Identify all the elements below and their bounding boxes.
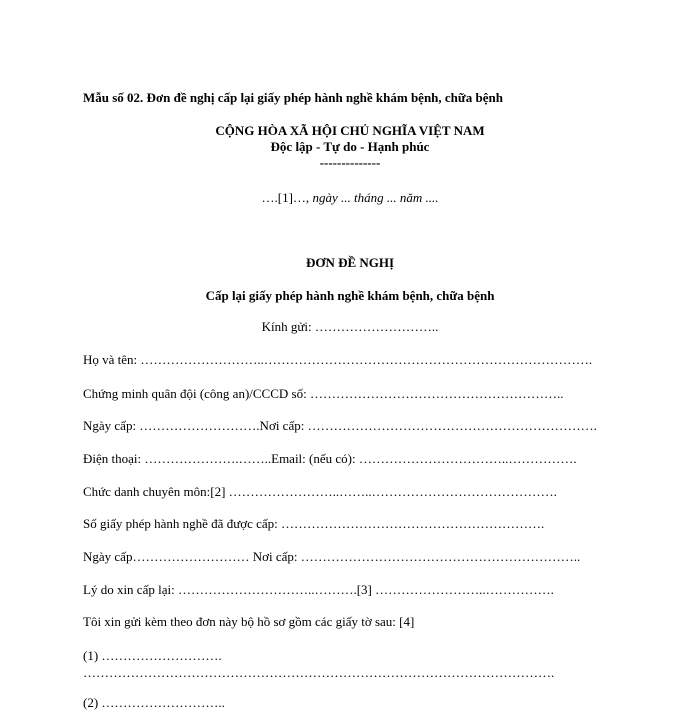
reason-field: Lý do xin cấp lại: …………………………..……….[3] ……………………..…………….	[83, 582, 554, 597]
header-separator: --------------	[319, 155, 381, 170]
attachment-item-1-continued: ……………………………………………………………………………………………….	[83, 665, 555, 680]
license-number-field: Số giấy phép hành nghề đã được cấp: …………………………………………………….	[83, 516, 545, 531]
contact-field: Điện thoại: ………………….……..Email: (nếu có): ……………………………..…………….	[83, 451, 577, 466]
nation-name: CỘNG HÒA XÃ HỘI CHỦ NGHĨA VIỆT NAM	[215, 123, 485, 138]
attachment-item-2: (2) ………………………..	[83, 695, 225, 710]
date-place: ….[1]…,	[261, 190, 313, 205]
full-name-field: Họ và tên: ………………………..………………………………………………………………….	[83, 352, 593, 367]
form-number-title: Mẫu số 02. Đơn đề nghị cấp lại giấy phép hành nghề khám bệnh, chữa bệnh	[83, 90, 503, 105]
professional-title-field: Chức danh chuyên môn:[2] ……………………..……..…………………………………….	[83, 484, 557, 499]
date-line	[0, 190, 700, 206]
national-motto: Độc lập - Tự do - Hạnh phúc	[270, 139, 430, 154]
date-value: ngày ... tháng ... năm ....	[312, 190, 439, 205]
id-number-field: Chứng minh quân đội (công an)/CCCD số: …………………………………………………..	[83, 386, 564, 401]
license-issue-field: Ngày cấp……………………… Nơi cấp: ………………………………………………………..	[83, 549, 581, 564]
document-title: ĐƠN ĐỀ NGHỊ	[305, 255, 395, 270]
id-issue-field: Ngày cấp: ……………………….Nơi cấp: ………………………………………………………….	[83, 418, 597, 433]
recipient-line: Kính gửi: ………………………..	[261, 319, 439, 334]
document-subtitle: Cấp lại giấy phép hành nghề khám bệnh, chữa bệnh	[205, 288, 495, 303]
attachments-intro: Tôi xin gửi kèm theo đơn này bộ hồ sơ gồm các giấy tờ sau: [4]	[83, 614, 415, 629]
attachment-item-1: (1) ……………………….	[83, 648, 222, 663]
